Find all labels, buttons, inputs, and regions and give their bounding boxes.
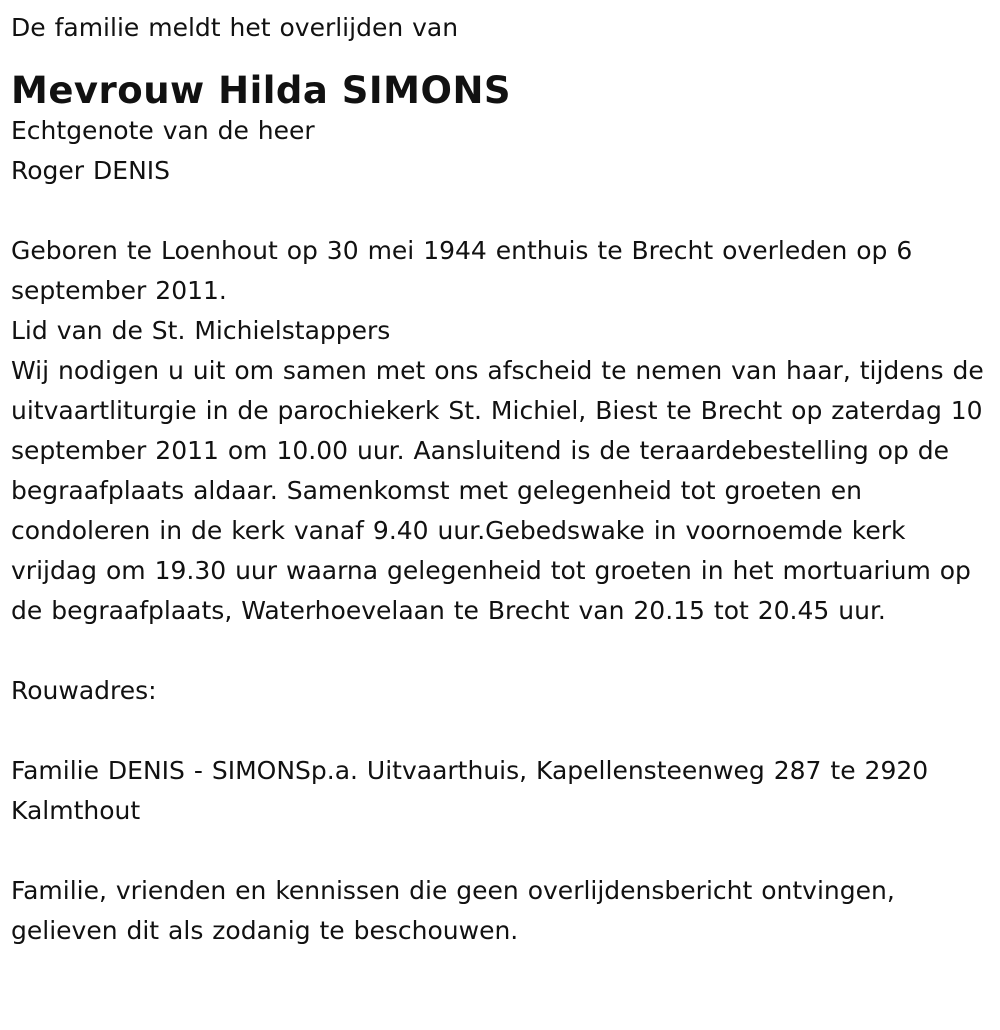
invitation-text: Wij nodigen u uit om samen met ons afscheid te nemen van haar, tijdens de uitvaartliturgie in de parochiekerk St. Michiel, Biest te Brecht op zaterdag 10 september 2011 om 10.00 uur. Aansluitend is de teraardebestelling op de begraafplaats aldaar. Samenkomst met gelegenheid tot groeten en condoleren in de kerk vanaf 9.40 uur.Gebedswake in voornoemde kerk vrijdag om 19.30 uur waarna gelegenheid tot groeten in het mortuarium op de begraafplaats, Waterhoevelaan te Brecht van 20.15 tot 20.45 uur. bbox=[11, 356, 984, 625]
birth-death-text: Geboren te Loenhout op 30 mei 1944 enthuis te Brecht overleden op 6 september 2011. bbox=[11, 236, 913, 305]
spacer bbox=[11, 831, 990, 871]
closing-text: Familie, vrienden en kennissen die geen overlijdensbericht ontvingen, gelieven dit als zodanig te beschouwen. bbox=[11, 876, 895, 945]
intro-text: De familie meldt het overlijden van bbox=[11, 13, 459, 42]
spacer bbox=[11, 48, 990, 66]
spacer bbox=[11, 191, 990, 231]
spacer bbox=[11, 631, 990, 671]
spacer bbox=[11, 711, 990, 751]
membership-text: Lid van de St. Michielstappers bbox=[11, 316, 391, 345]
address-value: Familie DENIS - SIMONSp.a. Uitvaarthuis, Kapellensteenweg 287 te 2920 Kalmthout bbox=[11, 756, 929, 825]
relation-line-1: Echtgenote van de heer bbox=[11, 116, 315, 145]
relation-line-2: Roger DENIS bbox=[11, 156, 171, 185]
address-label: Rouwadres: bbox=[11, 676, 157, 705]
deceased-name: Mevrouw Hilda SIMONS bbox=[11, 69, 512, 112]
